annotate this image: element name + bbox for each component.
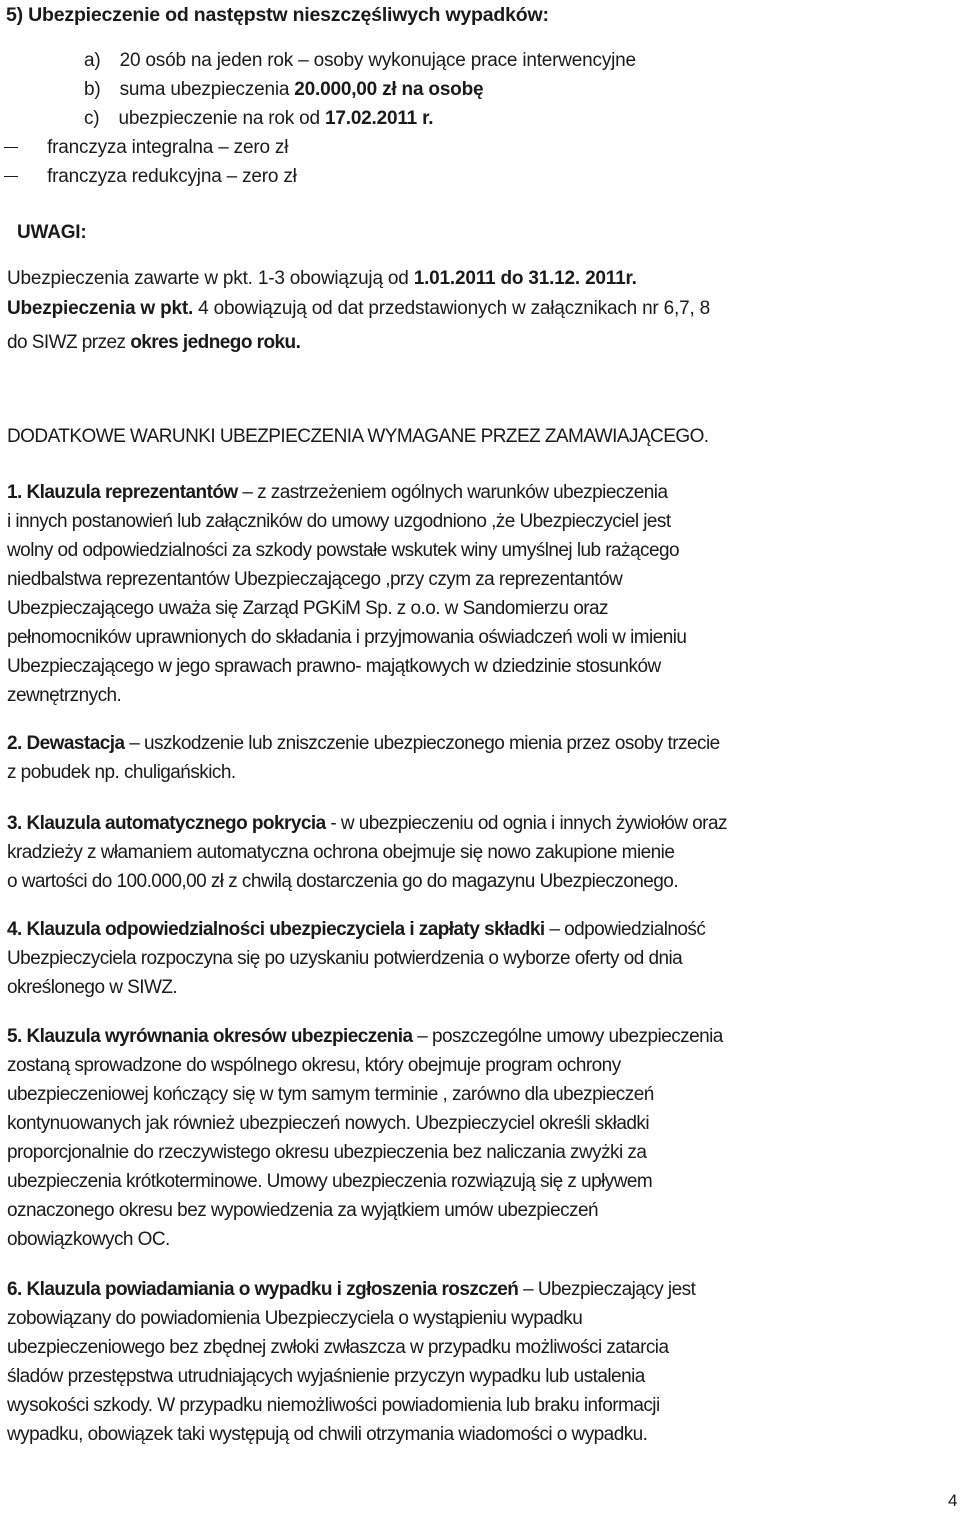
item-text-bold: 17.02.2011 r. — [325, 108, 434, 129]
clause-line: i innych postanowień lub załączników do umowy uzgodniono ,że Ubezpieczyciel jest — [7, 511, 671, 532]
clause-line: śladów przestępstwa utrudniających wyjaśnienie przyczyn wypadku lub ustalenia — [7, 1366, 645, 1387]
notes-text-bold: okres jednego roku. — [130, 332, 301, 353]
clause-line: zewnętrznych. — [7, 685, 122, 706]
clause-line: ubezpieczeniowego bez zbędnej zwłoki zwłaszcza w przypadku możliwości zatarcia — [7, 1337, 669, 1358]
clause-2 — [7, 729, 937, 787]
clause-3 — [7, 809, 937, 896]
dash-bullet-icon — [4, 147, 18, 148]
dash-list-item — [4, 137, 288, 159]
notes-line — [7, 298, 710, 320]
clause-line: – odpowiedzialność — [544, 919, 706, 940]
clause-line: – z zastrzeżeniem ogólnych warunków ubezpieczenia — [237, 482, 668, 503]
clause-line: kradzieży z włamaniem automatyczna ochrona obejmuje się nowo zakupione mienie — [7, 842, 675, 863]
list-item — [84, 79, 483, 101]
clause-line: kontynuowanych jak również ubezpieczeń nowych. Ubezpieczyciel określi składki — [7, 1113, 649, 1134]
section-5-title: 5) Ubezpieczenie od następstw nieszczęśliwych wypadków: — [6, 4, 549, 26]
clause-number: 3. — [7, 813, 22, 834]
item-text: franczyza redukcyjna – zero zł — [47, 166, 297, 187]
notes-text-bold: Ubezpieczenia w pkt. — [7, 298, 194, 319]
clause-first-line — [7, 915, 937, 944]
clause-line: - w ubezpieczeniu od ognia i innych żywiołów oraz — [325, 813, 727, 834]
clause-title: Dewastacja — [26, 733, 125, 754]
item-text: ubezpieczenie na rok od — [118, 108, 325, 129]
clause-number: 6. — [7, 1279, 22, 1300]
clause-line: oznaczonego okresu bez wypowiedzenia za wyjątkiem umów ubezpieczeń — [7, 1200, 599, 1221]
item-text: 20 osób na jeden rok – osoby wykonujące prace interwencyjne — [119, 50, 636, 71]
clause-line: z pobudek np. chuligańskich. — [7, 762, 236, 783]
notes-line — [7, 332, 300, 354]
notes-text-bold: 1.01.2011 do 31.12. 2011r. — [413, 268, 637, 289]
clause-6 — [7, 1275, 937, 1449]
dash-list-item — [4, 166, 297, 188]
clause-title: Klauzula reprezentantów — [26, 482, 238, 503]
clause-first-line — [7, 1275, 937, 1304]
clause-line: wysokości szkody. W przypadku niemożliwości powiadomienia lub braku informacji — [7, 1395, 660, 1416]
clause-line: – uszkodzenie lub zniszczenie ubezpieczonego mienia przez osoby trzecie — [124, 733, 720, 754]
clause-line: Ubezpieczającego w jego sprawach prawno- majątkowych w dziedzinie stosunków — [7, 656, 661, 677]
clause-line: ubezpieczenia krótkoterminowe. Umowy ubezpieczenia rozwiązują się z upływem — [7, 1171, 653, 1192]
clause-number: 5. — [7, 1026, 22, 1047]
clause-line: – Ubezpieczający jest — [518, 1279, 696, 1300]
clause-line: zobowiązany do powiadomienia Ubezpieczyciela o wystąpieniu wypadku — [7, 1308, 583, 1329]
clause-5 — [7, 1022, 937, 1254]
clause-line: obowiązkowych OC. — [7, 1229, 170, 1250]
clause-4 — [7, 915, 937, 1002]
notes-text: Ubezpieczenia zawarte w pkt. 1-3 obowiązują od — [7, 268, 414, 289]
clause-number: 1. — [7, 482, 22, 503]
item-text: suma ubezpieczenia — [119, 79, 295, 100]
item-letter: c) — [84, 108, 100, 129]
clause-title: Klauzula powiadamiania o wypadku i zgłoszenia roszczeń — [26, 1279, 519, 1300]
clause-number: 4. — [7, 919, 22, 940]
clause-line: Ubezpieczyciela rozpoczyna się po uzyskaniu potwierdzenia o wyborze oferty od dnia — [7, 948, 683, 969]
notes-text: 4 obowiązują od dat przedstawionych w załącznikach nr 6,7, 8 — [193, 298, 710, 319]
clause-line: wolny od odpowiedzialności za szkody powstałe wskutek winy umyślnej lub rażącego — [7, 540, 680, 561]
item-text: franczyza integralna – zero zł — [47, 137, 289, 158]
clause-line: określonego w SIWZ. — [7, 977, 178, 998]
clause-line: proporcjonalnie do rzeczywistego okresu ubezpieczenia bez naliczania zwyżki za — [7, 1142, 647, 1163]
clause-title: Klauzula wyrównania okresów ubezpieczenia — [26, 1026, 413, 1047]
page-number: 4 — [948, 1491, 957, 1510]
notes-line — [7, 268, 637, 290]
notes-text: do SIWZ przez — [7, 332, 131, 353]
clause-number: 2. — [7, 733, 22, 754]
clause-title: Klauzula automatycznego pokrycia — [26, 813, 326, 834]
clause-title: Klauzula odpowiedzialności ubezpieczyciela i zapłaty składki — [26, 919, 545, 940]
clause-first-line — [7, 729, 937, 758]
clause-first-line — [7, 478, 937, 507]
additional-heading: DODATKOWE WARUNKI UBEZPIECZENIA WYMAGANE PRZEZ ZAMAWIAJĄCEGO. — [7, 426, 709, 447]
clause-first-line — [7, 809, 937, 838]
item-text-bold: 20.000,00 zł na osobę — [294, 79, 484, 100]
dash-bullet-icon — [4, 176, 18, 177]
clause-line: zostaną sprowadzone do wspólnego okresu, który obejmuje program ochrony — [7, 1055, 621, 1076]
item-letter: b) — [84, 79, 101, 100]
clause-line: niedbalstwa reprezentantów Ubezpieczającego ,przy czym za reprezentantów — [7, 569, 623, 590]
clause-first-line — [7, 1022, 937, 1051]
clause-line: – poszczególne umowy ubezpieczenia — [412, 1026, 723, 1047]
notes-heading: UWAGI: — [17, 222, 87, 243]
list-item — [84, 108, 433, 130]
clause-line: Ubezpieczającego uważa się Zarząd PGKiM Sp. z o.o. w Sandomierzu oraz — [7, 598, 608, 619]
clause-line: wypadku, obowiązek taki występują od chwili otrzymania wiadomości o wypadku. — [7, 1424, 648, 1445]
list-item — [84, 50, 636, 72]
clause-1 — [7, 478, 937, 710]
item-letter: a) — [84, 50, 101, 71]
clause-line: o wartości do 100.000,00 zł z chwilą dostarczenia go do magazynu Ubezpieczonego. — [7, 871, 679, 892]
clause-line: pełnomocników uprawnionych do składania i przyjmowania oświadczeń woli w imieniu — [7, 627, 687, 648]
clause-line: ubezpieczeniowej kończący się w tym samym terminie , zarówno dla ubezpieczeń — [7, 1084, 654, 1105]
